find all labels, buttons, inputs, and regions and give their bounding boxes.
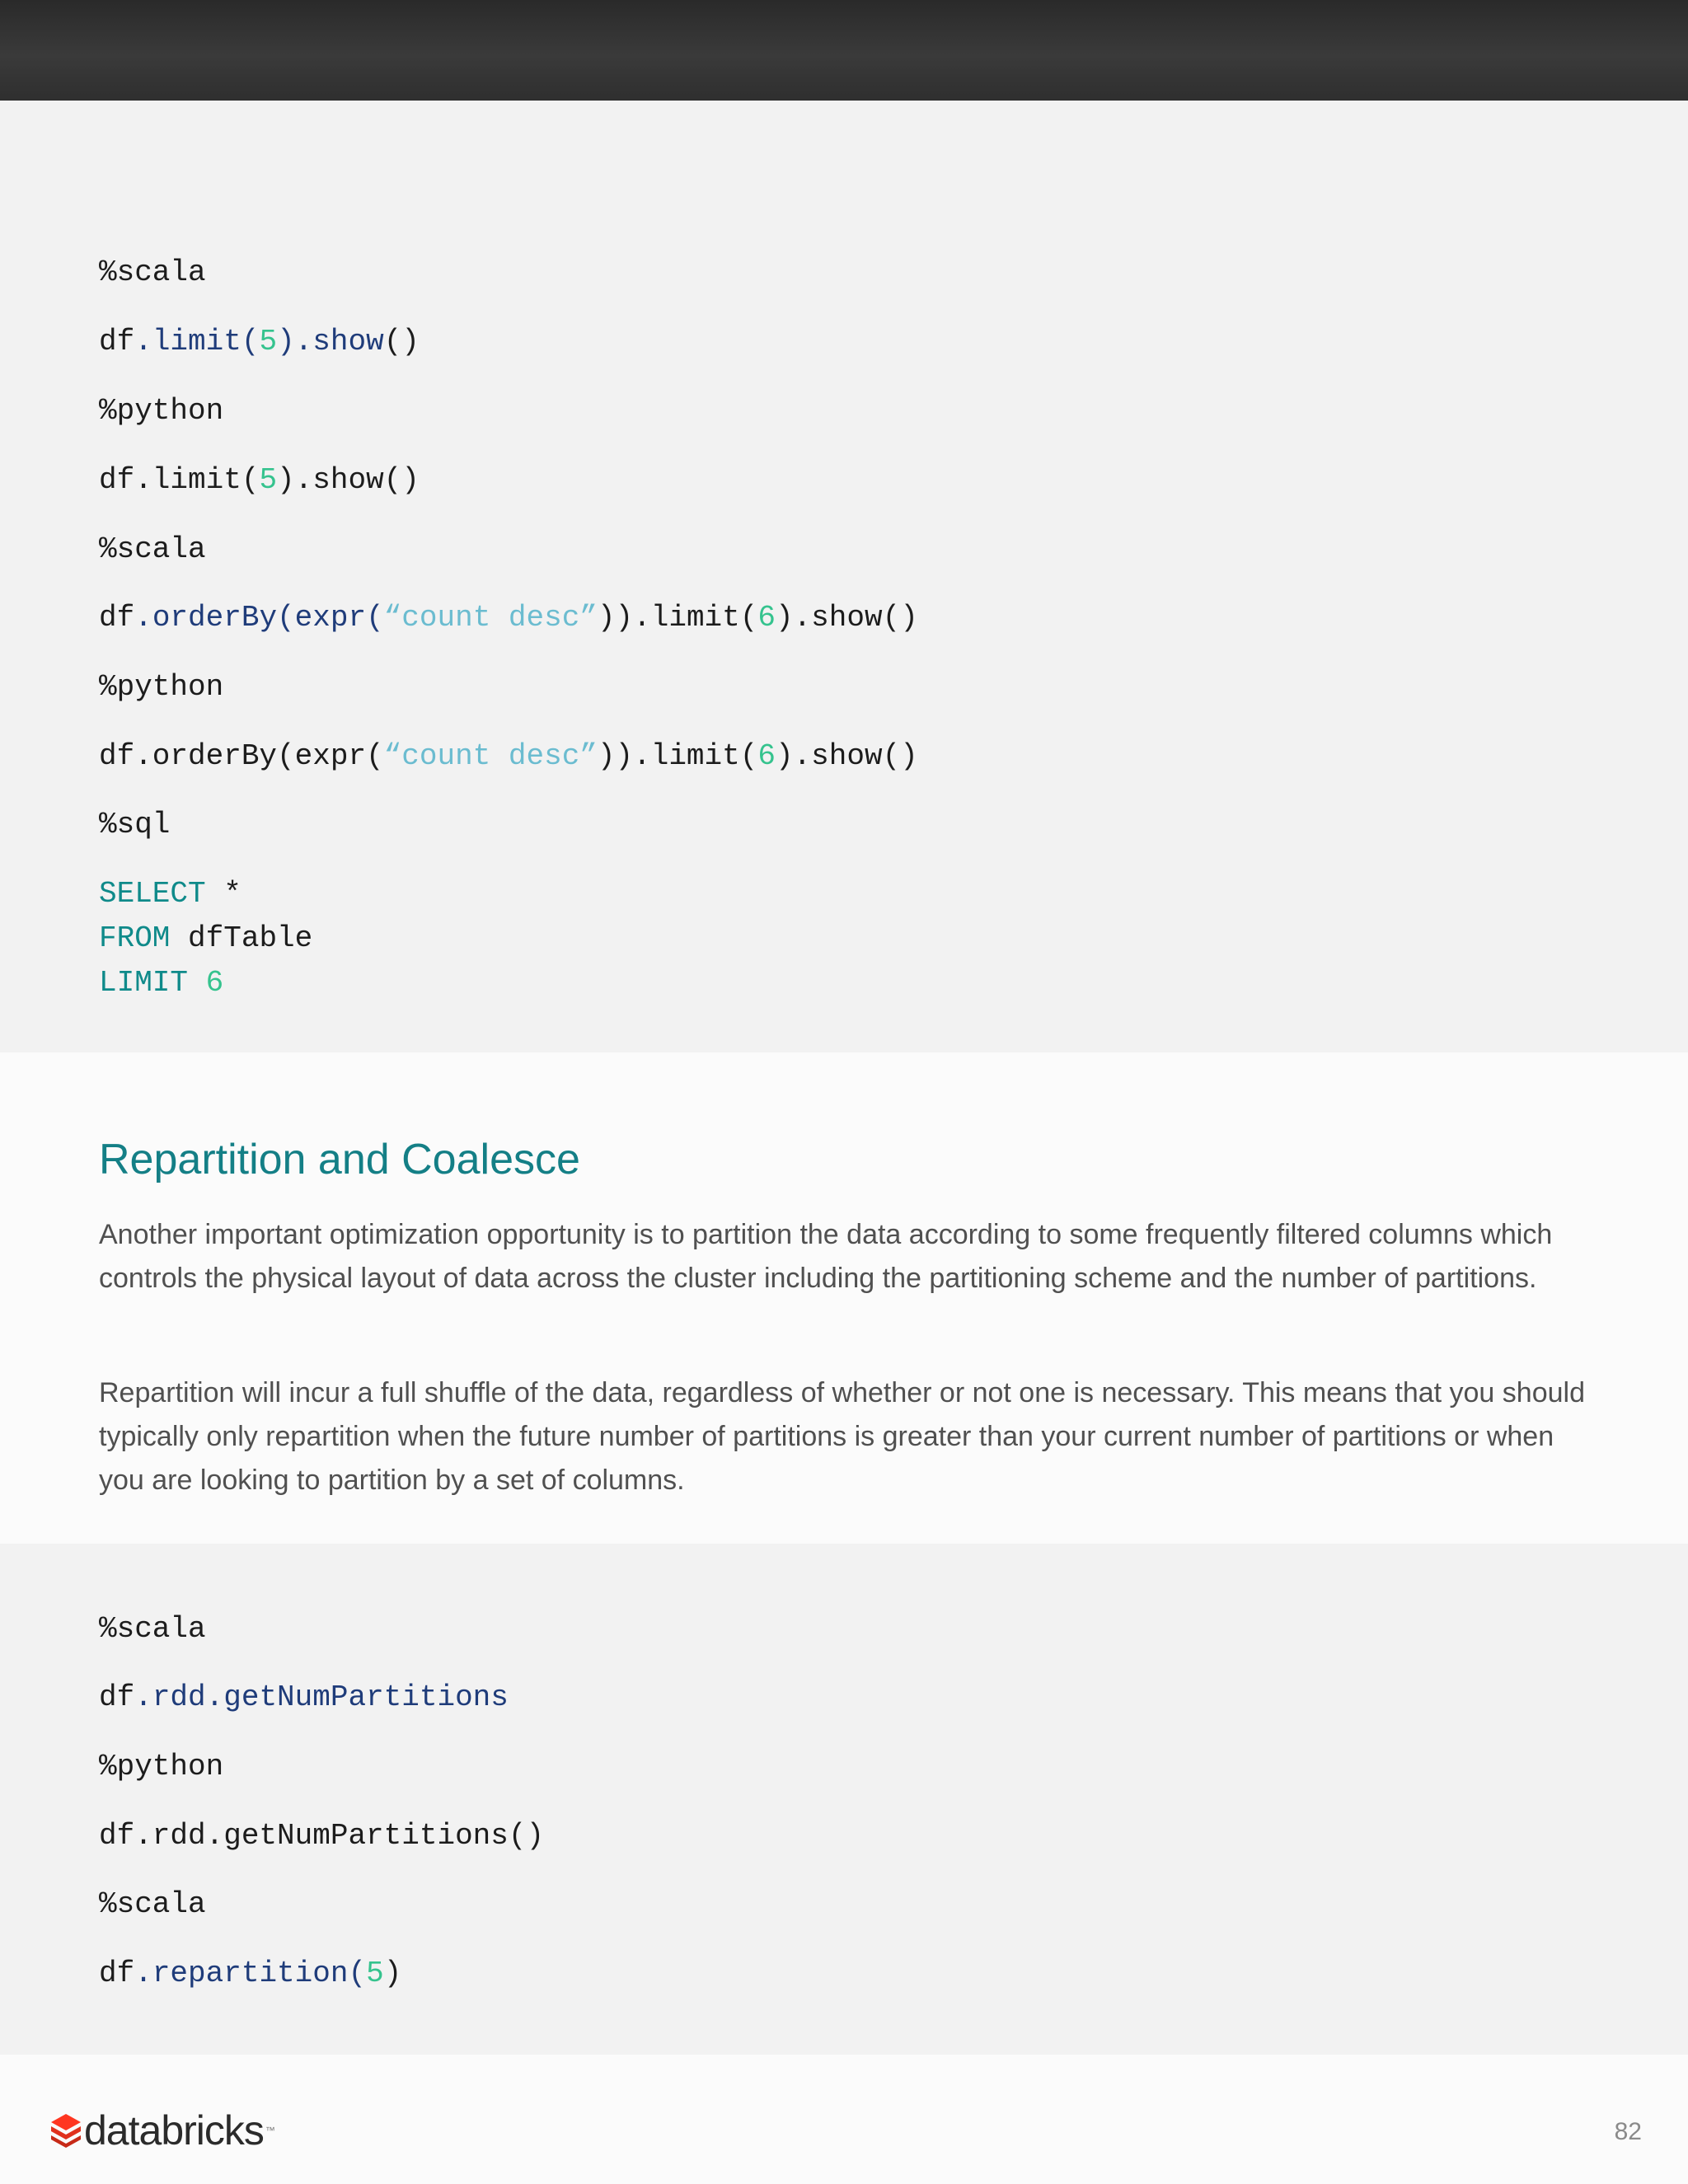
code-token: df (99, 325, 135, 359)
code-line: df.rdd.getNumPartitions() (99, 1819, 545, 1853)
code-line (99, 458, 420, 503)
trademark-mark: ™ (265, 2125, 275, 2136)
code-token: ).show() (775, 739, 918, 773)
sql-keyword: LIMIT (99, 966, 189, 1000)
code-token-string: “count desc” (383, 601, 598, 635)
section-title: Repartition and Coalesce (99, 1136, 580, 1183)
logo-text: databricks (84, 2107, 264, 2154)
code-language-label: %sql (99, 808, 171, 841)
code-line (99, 734, 918, 779)
code-token: df.orderBy(expr( (99, 739, 384, 773)
code-token: )).limit( (597, 739, 758, 773)
code-token-number: 5 (259, 463, 278, 497)
code-token: dfTable (170, 921, 313, 955)
code-token: df (99, 1680, 135, 1714)
code-language-label: %python (99, 670, 224, 704)
code-token: df (99, 1957, 135, 1990)
code-token-method: .show (294, 325, 384, 359)
code-line (99, 596, 918, 640)
header-band (0, 0, 1688, 101)
code-language-label: %python (99, 394, 224, 428)
code-token-method: .rdd.getNumPartitions (134, 1680, 509, 1714)
code-token: ).show() (775, 601, 918, 635)
code-token: ) (383, 1957, 402, 1990)
code-language-label: %scala (99, 1887, 206, 1921)
databricks-logo-icon (49, 2112, 82, 2149)
code-token: ).show() (277, 463, 420, 497)
code-language-label: %python (99, 1750, 224, 1783)
code-line (99, 1952, 401, 1996)
code-token-number: 5 (259, 325, 278, 359)
code-language-label: %scala (99, 1612, 206, 1646)
code-block-1 (0, 101, 1688, 1052)
code-language-label: %scala (99, 532, 206, 566)
paragraph: Repartition will incur a full shuffle of the data, regardless of whether or not one is necessary. This means that you should typically only repartition when the future number of partitions is greater than your current number of partitions or when you are looking to partition by a set of columns. (99, 1377, 1585, 1496)
code-token: df (99, 601, 135, 635)
page-number: 82 (1614, 2118, 1642, 2145)
sql-keyword: SELECT (99, 877, 206, 911)
sql-keyword: FROM (99, 921, 171, 955)
code-token-method: .repartition( (134, 1957, 367, 1990)
paragraph: Another important optimization opportunity is to partition the data according to some frequently filtered columns which controls the physical layout of data across the cluster including the partitioning scheme and the number of partitions. (99, 1219, 1553, 1294)
code-token-string: “count desc” (383, 739, 598, 773)
code-line (99, 1675, 509, 1720)
code-token-number: 5 (366, 1957, 384, 1990)
code-token-number: 6 (757, 601, 776, 635)
code-token-method: .orderBy(expr( (134, 601, 384, 635)
code-line (99, 320, 420, 364)
databricks-logo (49, 2107, 275, 2154)
code-line (99, 916, 312, 961)
code-token: () (383, 325, 420, 359)
code-token: )).limit( (597, 601, 758, 635)
code-token-number: 6 (757, 739, 776, 773)
code-token: * (205, 877, 241, 911)
code-line (99, 961, 223, 1005)
code-language-label: %scala (99, 255, 206, 289)
code-block-2 (0, 1544, 1688, 2055)
code-line (99, 872, 241, 916)
code-token-number: 6 (188, 966, 224, 1000)
code-token: df.limit( (99, 463, 260, 497)
code-token-method: ) (277, 325, 295, 359)
code-token-method: .limit( (134, 325, 260, 359)
